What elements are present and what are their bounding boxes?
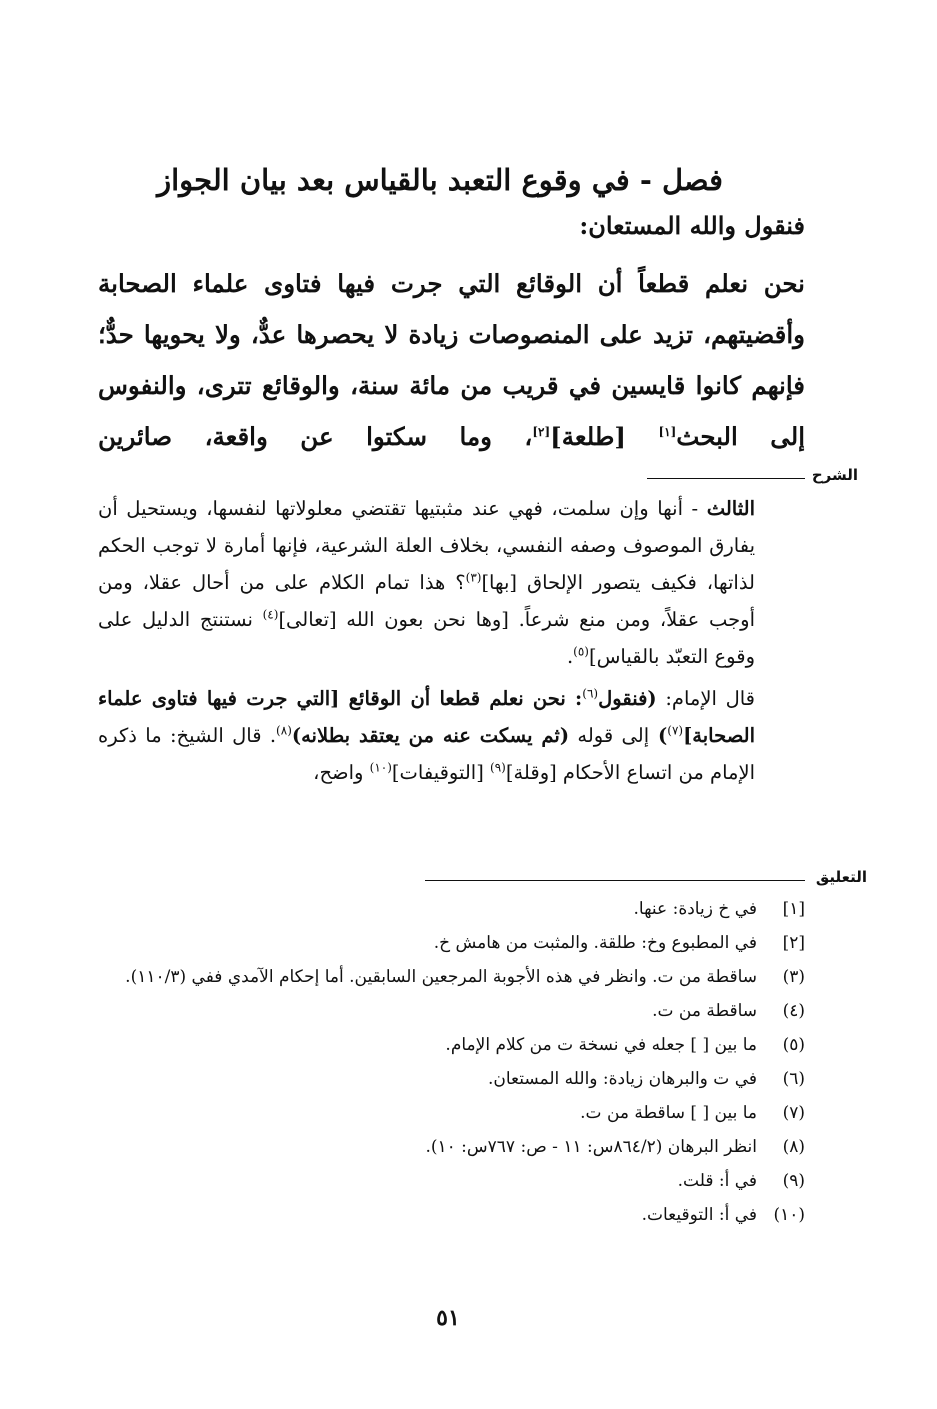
footnote-number: (٧)	[782, 1103, 805, 1123]
footnote-ref-9: (٩)	[490, 760, 506, 775]
footnote	[98, 926, 805, 960]
sharh-text: قال الإمام:	[656, 687, 755, 710]
footnote-text: ساقطة من ت. وانظر في هذه الأجوبة المرجعين السابقين. أما إحكام الآمدي ففي (١١٠/٣).	[125, 967, 757, 987]
footnote-text: ما بين [ ] جعله في نسخة ت من كلام الإمام.	[445, 1035, 757, 1055]
footnote	[98, 1164, 805, 1198]
footnotes	[98, 892, 805, 1232]
sharh-text: إلى قوله	[569, 724, 650, 747]
sharh-text: ؟ هذا تمام الكلام على من أحال عقلا، ومن أوجب عقلاً، ومن منع شرعاً. [وها نحن بعون الله [تعالى]	[98, 571, 755, 631]
footnote-text: ما بين [ ] ساقطة من ت.	[580, 1103, 757, 1123]
footnote-number: [١]	[782, 899, 805, 919]
sharh-quote: (ثم يسكت عنه من يعتقد بطلانه)	[291, 724, 570, 747]
footnote-text: في ت والبرهان زيادة: والله المستعان.	[487, 1069, 757, 1089]
footnote-ref-3: (٣)	[465, 570, 482, 585]
footnote-number: (٣)	[782, 967, 805, 987]
sharh-text: واضح،	[313, 761, 370, 784]
sharh-paragraph-1	[98, 490, 805, 675]
footnote-number: (٩)	[782, 1171, 805, 1191]
main-text-body: نحن نعلم قطعاً أن الوقائع التي جرت فيها فتاوى علماء الصحابة وأقضيتهم، تزيد على المنصوصات زيادة لا يحصرها عدٌّ، ولا يحويها حدٌّ؛ فإنهم كانوا قايسين في قريب من مائة سنة، والوقائع تترى، والنفوس إلى البحث	[98, 269, 806, 451]
sharh-quote: : نحن نعلم قطعا أن الوقائع [التي جرت فيها فتاوى علماء الصحابة]	[98, 687, 755, 747]
footnote-ref-6: (٦)	[582, 686, 599, 701]
section-title: فصل - في وقوع التعبد بالقياس بعد بيان الجواز	[157, 163, 723, 197]
taaliq-divider	[425, 880, 805, 881]
taaliq-label: التعليق	[815, 868, 867, 886]
sharh-quote: (فنقول	[598, 687, 657, 710]
sharh-heading: الثالث	[706, 497, 755, 520]
footnote-ref-10: (١٠)	[369, 760, 392, 775]
footnote-text: في أ: قلت.	[677, 1171, 757, 1191]
footnote-text: في خ زيادة: عنها.	[633, 899, 757, 919]
footnote-text: ساقطة من ت.	[652, 1001, 757, 1021]
footnote-number: (٥)	[782, 1035, 805, 1055]
footnote	[98, 1130, 805, 1164]
sharh-text: [التوقيفات]	[391, 761, 491, 784]
footnote	[98, 1096, 805, 1130]
footnote-number: [٢]	[782, 933, 805, 953]
footnote-ref-1: [١]	[658, 424, 677, 439]
footnote-text: في المطبوع وخ: طلقة. والمثبت من هامش خ.	[433, 933, 757, 953]
main-text-tail: ، وما سكتوا عن واقعة، صائرين	[98, 422, 533, 451]
sharh-text: . قال الشيخ: ما ذكره الإمام من اتساع الأحكام [وقلة]	[98, 724, 755, 784]
main-text	[98, 258, 805, 462]
sharh-text: .	[566, 645, 574, 668]
footnote-number: (٦)	[782, 1069, 805, 1089]
footnote	[98, 1062, 805, 1096]
sharh-text: - أنها وإن سلمت، فهي عند مثبتيها تقتضي معلولاتها لنفسها، ويستحيل أن يفارق الموصوف وصفه النفسي، بخلاف العلة الشرعية، فإنها أمارة لا توجب الحكم لذاتها، فكيف يتصور الإلحاق [بها]	[98, 497, 755, 594]
footnote-number: (٨)	[782, 1137, 805, 1157]
footnote-ref-2: [٢]	[532, 424, 551, 439]
sharh-quote: )	[649, 724, 668, 747]
main-text-bracket: [طلعة]	[550, 422, 659, 451]
footnote-number: (١٠)	[773, 1205, 805, 1225]
footnote-text: انظر البرهان (٨٦٤/٢س: ١١ - ص: ٧٦٧س: ١٠).	[425, 1137, 757, 1157]
sharh-label: الشرح	[811, 466, 858, 484]
footnote-ref-7: (٧)	[667, 723, 684, 738]
footnote-text: في أ: التوقيعات.	[641, 1205, 757, 1225]
footnote-ref-8: (٨)	[276, 723, 292, 738]
footnote-ref-4: (٤)	[262, 607, 279, 622]
page-number: ٥١	[436, 1305, 460, 1331]
sharh-text: نستنتج الدليل على وقوع التعبّد بالقياس]	[98, 608, 755, 668]
footnote	[98, 1028, 805, 1062]
footnote-ref-5: (٥)	[573, 644, 589, 659]
opening-line: فنقول والله المستعان:	[579, 211, 805, 240]
footnote	[98, 960, 805, 994]
footnote	[98, 892, 805, 926]
sharh-paragraph-2	[98, 680, 805, 791]
footnote-number: (٤)	[782, 1001, 805, 1021]
sharh-commentary	[98, 490, 805, 791]
footnote	[98, 994, 805, 1028]
sharh-divider	[647, 478, 805, 479]
footnote	[98, 1198, 805, 1232]
